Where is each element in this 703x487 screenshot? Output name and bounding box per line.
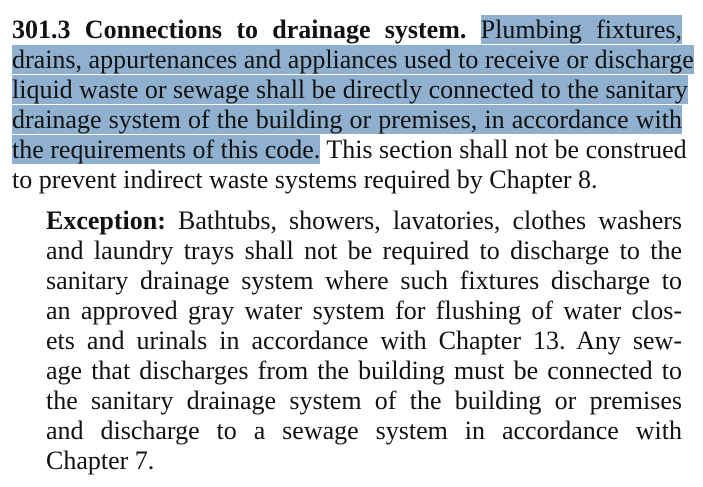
highlighted-text[interactable]: Plumbing fixtures,: [480, 15, 683, 44]
section-line-6: [12, 165, 682, 195]
exception-text: sanitary drainage system where such fixtures discharge to: [46, 266, 682, 295]
highlighted-text[interactable]: drains, appurtenances and appliances used to receive or discharge: [12, 45, 694, 74]
exception-text: ets and urinals in accordance with Chapter 13. Any sew-: [46, 326, 682, 355]
highlighted-text[interactable]: liquid waste or sewage shall be directly connected to the sanitary: [12, 75, 688, 104]
exception-text: and laundry trays shall not be required to discharge to the: [46, 236, 682, 265]
exception-text: Bathtubs, showers, lavatories, clothes washers: [178, 206, 683, 235]
section-line-1: [12, 15, 682, 45]
section-line-2: [12, 45, 694, 75]
section-line-3: [12, 75, 688, 105]
exception-line-5: [46, 326, 682, 356]
highlighted-text[interactable]: the requirements of this code.: [12, 135, 321, 164]
section-number: 301.3: [12, 15, 71, 44]
section-line-4: [12, 105, 682, 135]
section-text: to prevent indirect waste systems required by Chapter 8.: [12, 165, 598, 194]
exception-text: an approved gray water system for flushing of water clos-: [46, 296, 682, 325]
exception-line-7: [46, 386, 682, 416]
exception-text: age that discharges from the building must be connected to: [46, 356, 682, 385]
exception-line-8: [46, 416, 682, 446]
highlighted-text[interactable]: drainage system of the building or premises, in accordance with: [12, 105, 682, 134]
exception-line-9: [46, 446, 682, 476]
exception-line-4: [46, 296, 682, 326]
exception-line-1: [46, 206, 682, 236]
exception-text: Chapter 7.: [46, 446, 155, 475]
exception-text: and discharge to a sewage system in accordance with: [46, 416, 682, 445]
exception-line-2: [46, 236, 682, 266]
exception-text: the sanitary drainage system of the building or premises: [46, 386, 682, 415]
section-heading: Connections to drainage system.: [84, 15, 467, 44]
section-line-5: [12, 135, 687, 165]
section-text: This section shall not be construed: [326, 135, 687, 164]
exception-label: Exception:: [46, 206, 166, 235]
exception-line-3: [46, 266, 682, 296]
exception-line-6: [46, 356, 682, 386]
